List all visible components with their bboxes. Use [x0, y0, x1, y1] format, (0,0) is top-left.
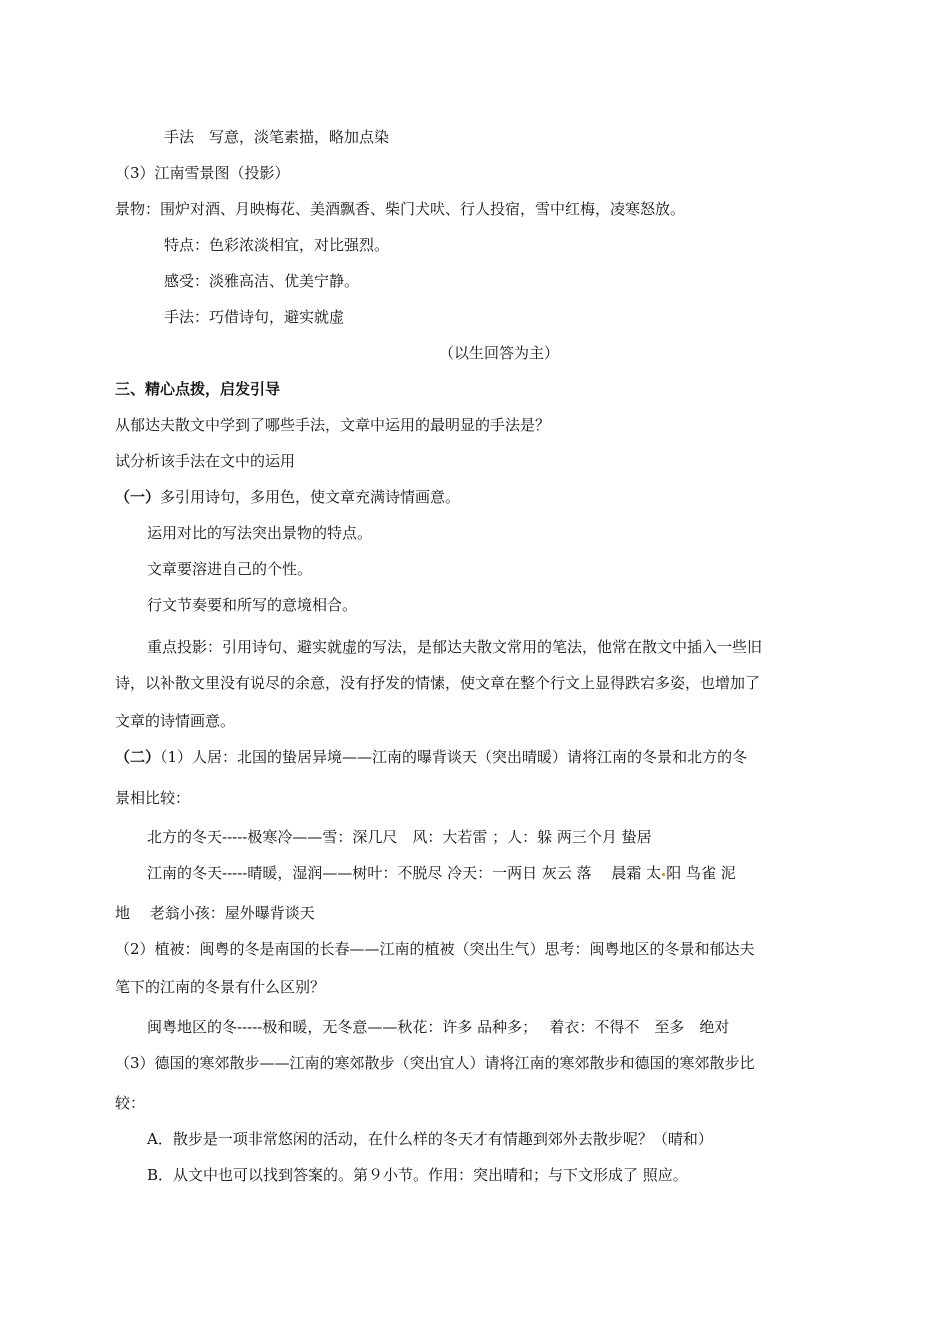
section-heading: （3）江南雪景图（投影）	[115, 164, 290, 182]
text-line: 运用对比的写法突出景物的特点。	[147, 524, 373, 542]
subsection-label: （二）	[115, 748, 161, 766]
text-line: （2）植被：闽粤的冬是南国的长春——江南的植被（突出生气）思考：闽粤地区的冬景和郁达夫	[115, 940, 755, 958]
text-line: 较：	[115, 1094, 146, 1112]
text-line: 感受：淡雅高洁、优美宁静。	[164, 272, 360, 290]
text-line: 地 老翁小孩：屋外曝背谈天	[115, 904, 315, 922]
text-span: （1）人居：北国的蛰居异境——江南的曝背谈天（突出晴暖）请将江南的冬景和北方的冬	[160, 748, 748, 766]
subsection-label: （一）	[115, 488, 161, 506]
text-line: 行文节奏要和所写的意境相合。	[147, 596, 358, 614]
text-line	[115, 746, 747, 768]
text-line	[115, 486, 460, 508]
text-span: 江南的冬天-----晴暖，湿润——树叶：不脱尽 冷天：一两日 灰云 落 晨霜 太	[147, 864, 662, 882]
text-line: B．从文中也可以找到答案的。第９小节。作用：突出晴和；与下文形成了 照应。	[147, 1166, 688, 1184]
text-line: 试分析该手法在文中的运用	[115, 452, 296, 470]
text-line: 文章的诗情画意。	[115, 712, 236, 730]
text-line: 诗，以补散文里没有说尽的余意，没有抒发的情愫，使文章在整个行文上显得跌宕多姿，也增加了	[115, 674, 761, 692]
section-title: 三、精心点拨，启发引导	[115, 380, 281, 398]
text-line: 景相比较：	[115, 789, 191, 807]
text-line: （3）德国的寒郊散步——江南的寒郊散步（突出宜人）请将江南的寒郊散步和德国的寒郊散步比	[115, 1054, 755, 1072]
text-line: 手法 写意，淡笔素描，略加点染	[164, 128, 390, 146]
text-span: 阳 鸟雀 泥	[666, 864, 736, 882]
mark-dot-icon	[662, 873, 665, 876]
text-line: 文章要溶进自己的个性。	[147, 560, 313, 578]
text-line: 特点：色彩浓淡相宜，对比强烈。	[164, 236, 390, 254]
text-line: 笔下的江南的冬景有什么区别？	[115, 978, 326, 996]
text-line: 重点投影：引用诗句、避实就虚的写法，是郁达夫散文常用的笔法，他常在散文中插入一些旧	[147, 638, 763, 656]
note-line: （以生回答为主）	[439, 344, 560, 362]
text-line: 从郁达夫散文中学到了哪些手法，文章中运用的最明显的手法是？	[115, 416, 551, 434]
text-line: 手法：巧借诗句，避实就虚	[164, 308, 345, 326]
text-line: 景物：围炉对酒、月映梅花、美酒飘香、柴门犬吠、行人投宿，雪中红梅，凌寒怒放。	[115, 200, 686, 218]
text-line: A．散步是一项非常悠闲的活动，在什么样的冬天才有情趣到郊外去散步呢？（晴和）	[147, 1130, 713, 1148]
text-line: 北方的冬天-----极寒冷——雪：深几尺 风：大若雷 ；人：躲 两三个月 蛰居	[147, 828, 652, 846]
text-line	[147, 862, 736, 884]
text-span: 多引用诗句，多用色，使文章充满诗情画意。	[160, 488, 461, 506]
text-line: 闽粤地区的冬-----极和暖，无冬意——秋花：许多 品种多； 着衣：不得不 至多 绝对	[147, 1018, 730, 1036]
